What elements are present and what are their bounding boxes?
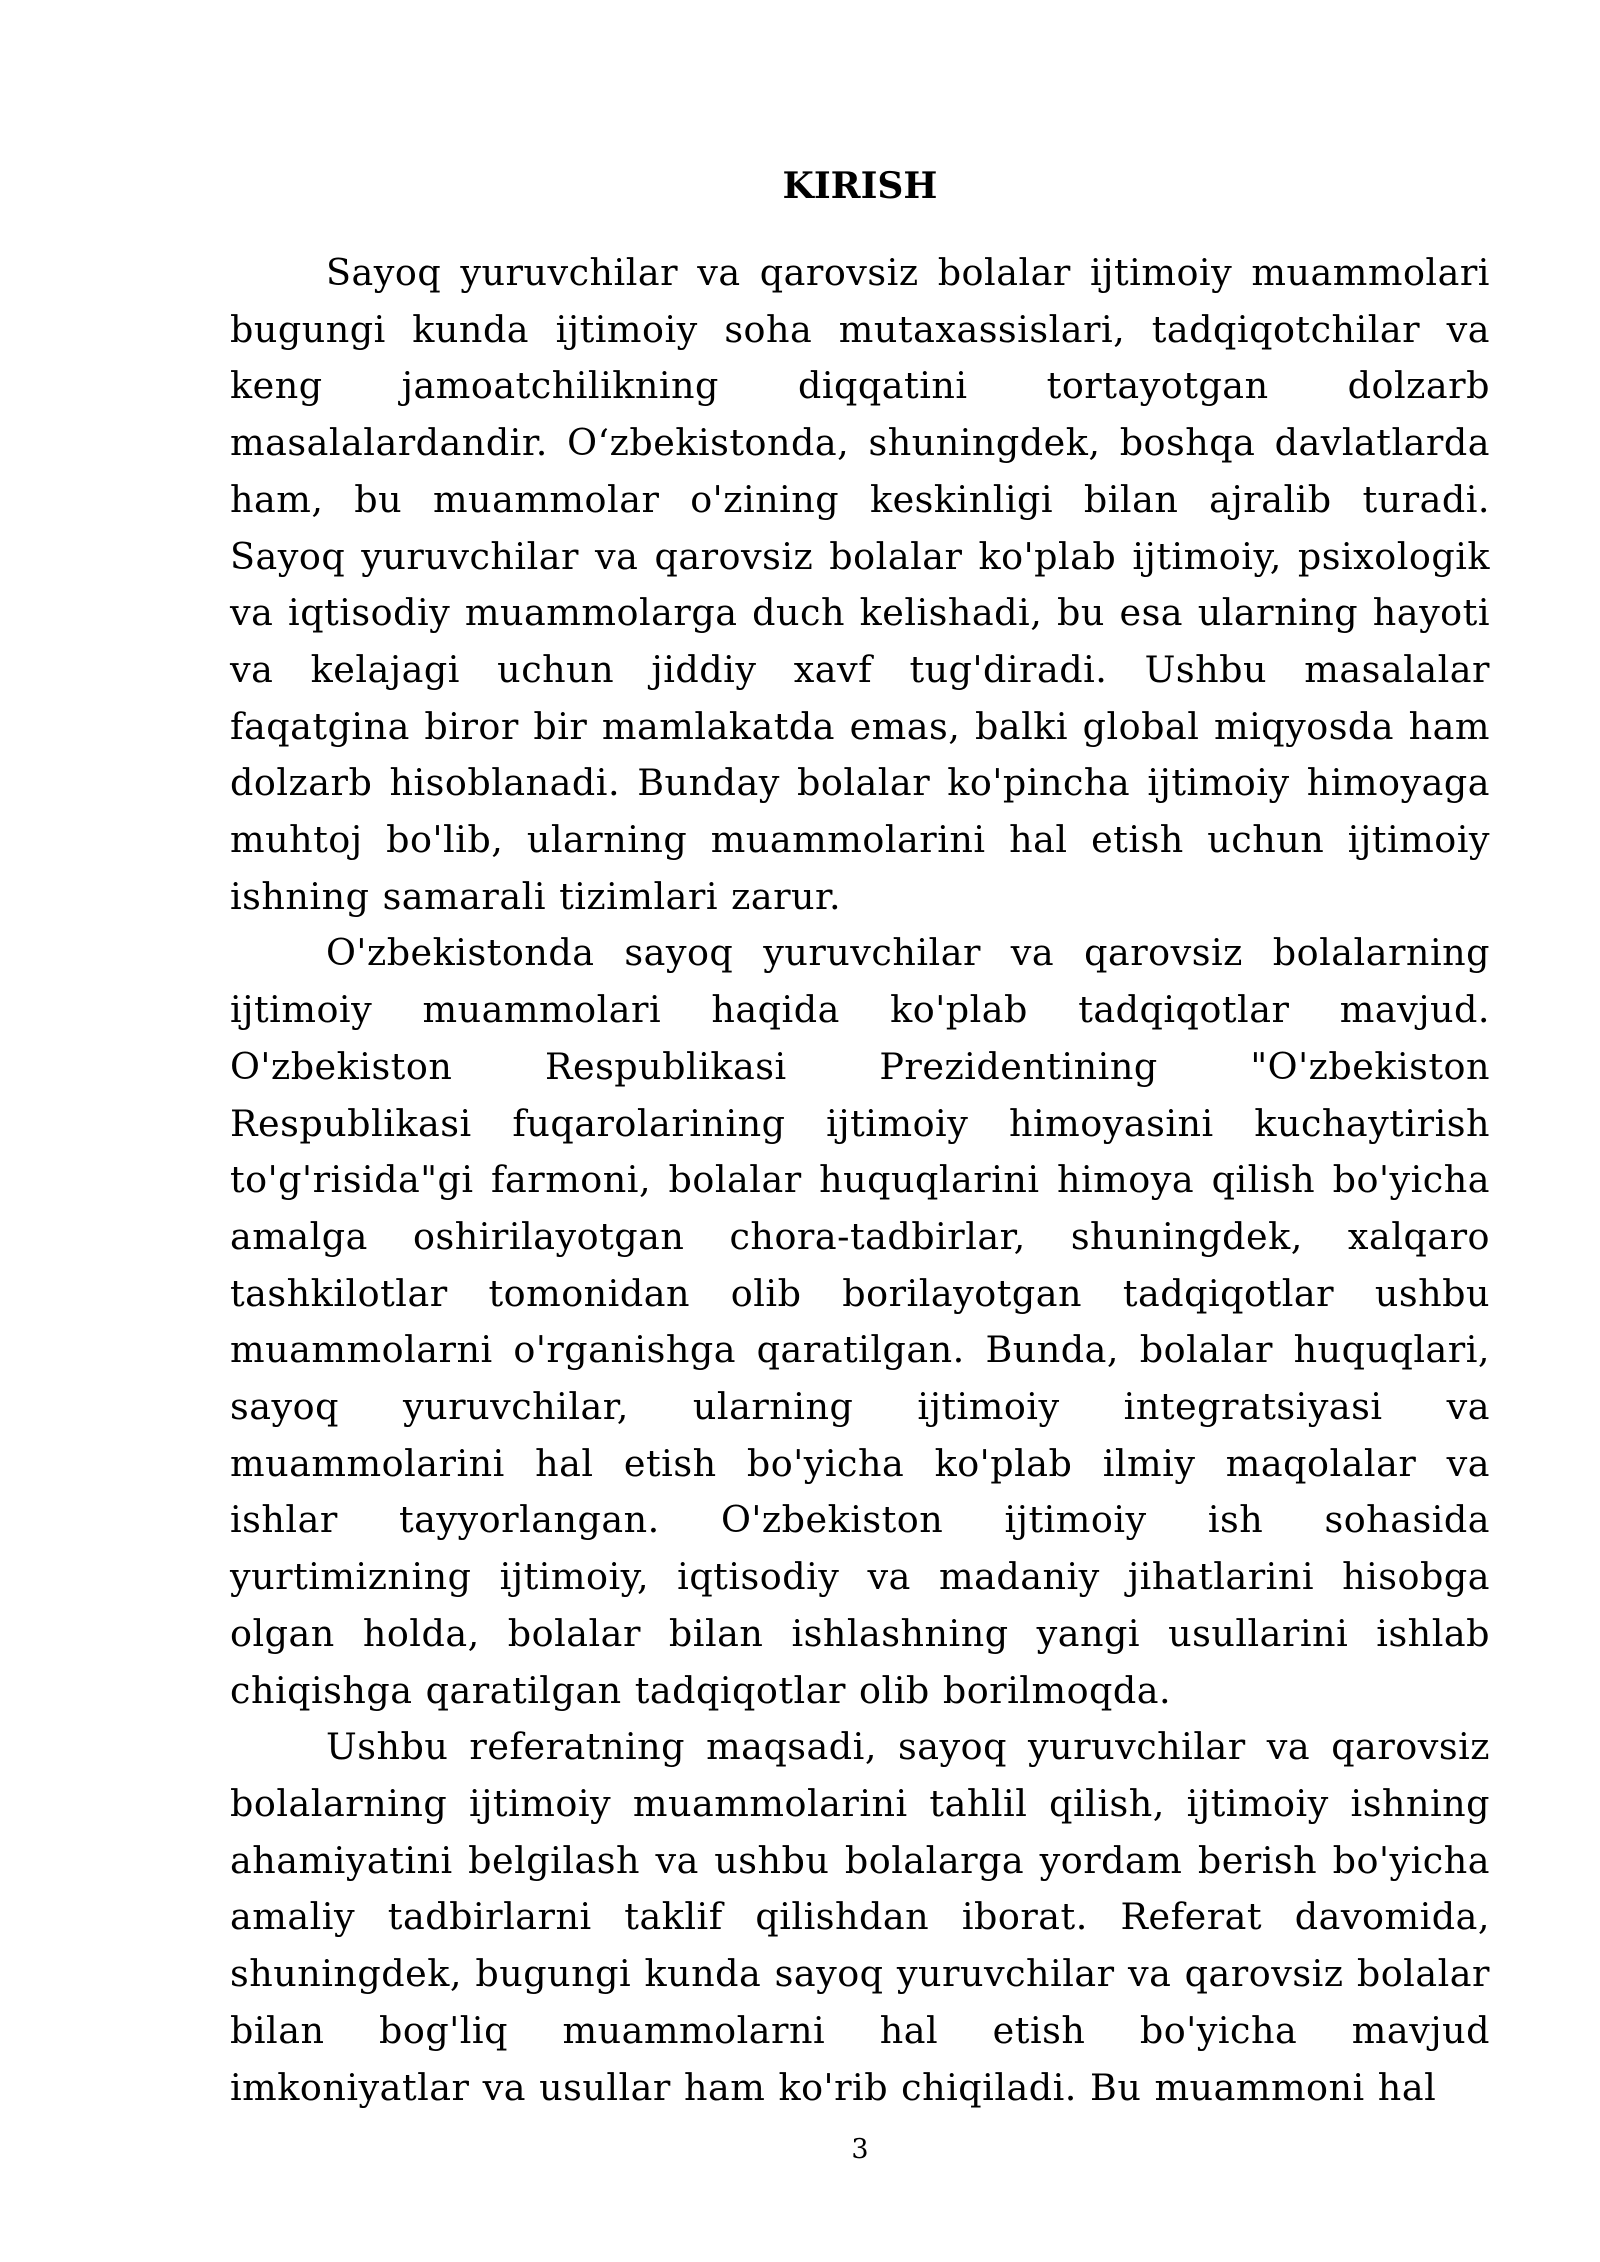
paragraph-3: Ushbu referatning maqsadi, sayoq yuruvchilar va qarovsiz bolalarning ijtimoiy muammolarini tahlil qilish, ijtimoiy ishning ahamiyatini belgilash va ushbu bolalarga yordam berish bo'yicha amaliy tadbirlarni taklif qilishdan iborat. Referat davomida, shuningdek, bugungi kunda sayoq yuruvchilar va qarovsiz bolalar bilan bog'liq muammolarni hal etish bo'yicha mavjud imkoniyatlar va usullar ham ko'rib chiqiladi. Bu muammoni hal [230, 1725, 1490, 2109]
page-title: KIRISH [782, 165, 938, 207]
page-number: 3 [851, 2134, 869, 2165]
body-text [230, 245, 1490, 2116]
paragraph-1: Sayoq yuruvchilar va qarovsiz bolalar ijtimoiy muammolari bugungi kunda ijtimoiy soha mutaxassislari, tadqiqotchilar va keng jamoatchilikning diqqatini tortayotgan dolzarb masalalardandir. O‘zbekistonda, shuningdek, boshqa davlatlarda ham, bu muammolar o'zining keskinligi bilan ajralib turadi. Sayoq yuruvchilar va qarovsiz bolalar ko'plab ijtimoiy, psixologik va iqtisodiy muammolarga duch kelishadi, bu esa ularning hayoti va kelajagi uchun jiddiy xavf tug'diradi. Ushbu masalalar faqatgina biror bir mamlakatda emas, balki global miqyosda ham dolzarb hisoblanadi. Bunday bolalar ko'pincha ijtimoiy himoyaga muhtoj bo'lib, ularning muammolarini hal etish uchun ijtimoiy ishning samarali tizimlari zarur. [230, 251, 1490, 918]
paragraph-2: O'zbekistonda sayoq yuruvchilar va qarovsiz bolalarning ijtimoiy muammolari haqida ko'plab tadqiqotlar mavjud. O'zbekiston Respublikasi Prezidentining "O'zbekiston Respublikasi fuqarolarining ijtimoiy himoyasini kuchaytirish to'g'risida"gi farmoni, bolalar huquqlarini himoya qilish bo'yicha amalga oshirilayotgan chora-tadbirlar, shuningdek, xalqaro tashkilotlar tomonidan olib borilayotgan tadqiqotlar ushbu muammolarni o'rganishga qaratilgan. Bunda, bolalar huquqlari, sayoq yuruvchilar, ularning ijtimoiy integratsiyasi va muammolarini hal etish bo'yicha ko'plab ilmiy maqolalar va ishlar tayyorlangan. O'zbekiston ijtimoiy ish sohasida yurtimizning ijtimoiy, iqtisodiy va madaniy jihatlarini hisobga olgan holda, bolalar bilan ishlashning yangi usullarini ishlab chiqishga qaratilgan tadqiqotlar olib borilmoqda. [230, 931, 1490, 1712]
